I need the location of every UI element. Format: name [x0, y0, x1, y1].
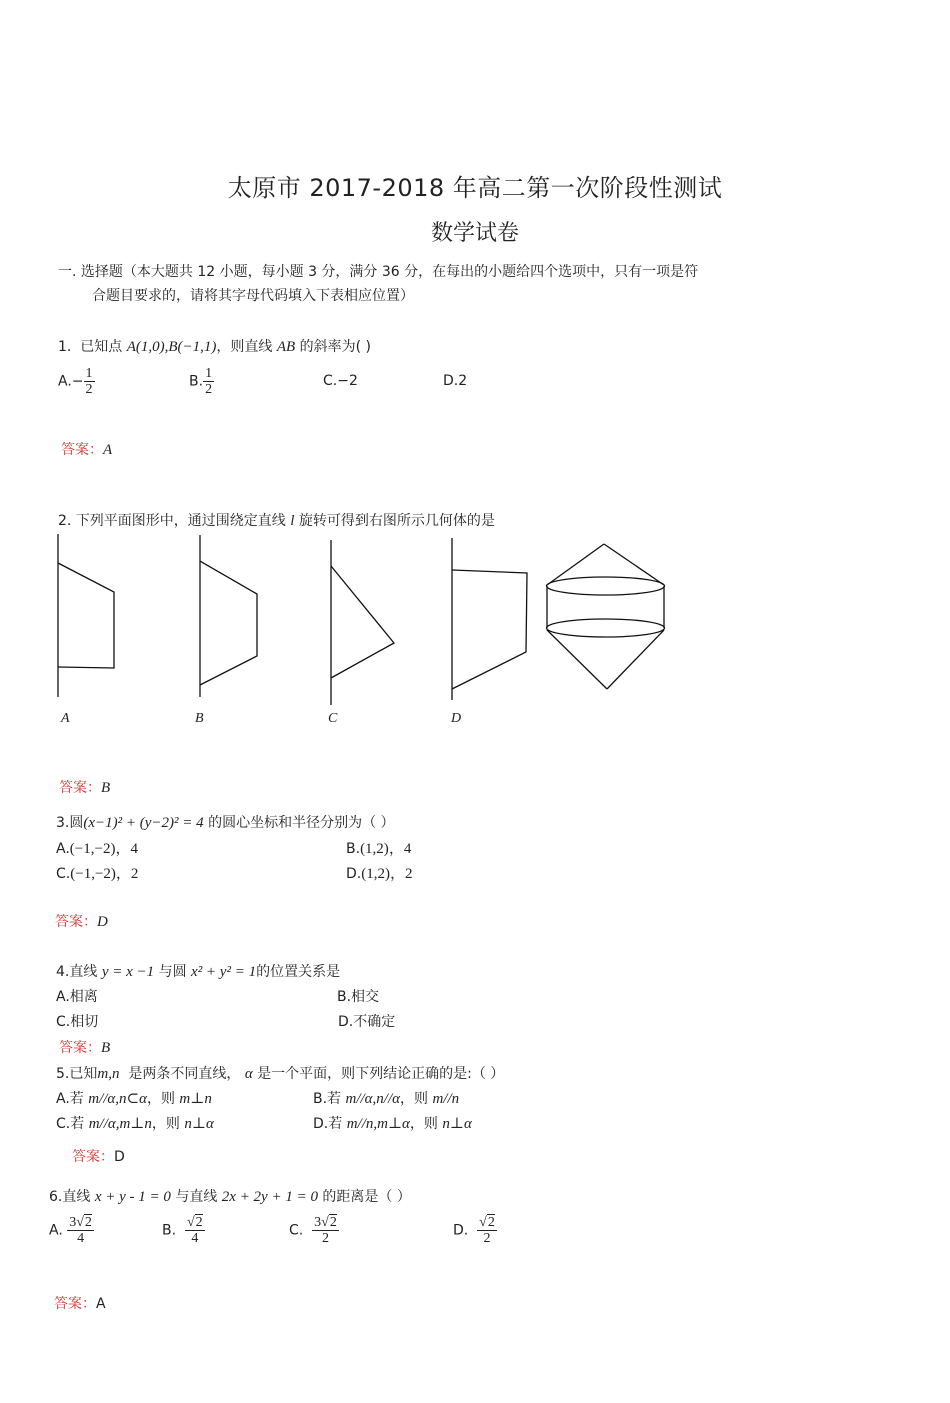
q3-option-d: D.(1,2)，2	[346, 866, 413, 882]
q5-answer: 答案：D	[72, 1149, 125, 1165]
q1-answer: 答案：A	[61, 442, 113, 458]
q1-option-c: C.−2	[323, 373, 358, 389]
q6-option-c: C. $\frac{3√2}{2}$	[289, 1215, 337, 1246]
q3-option-c: C.(−1,−2)，2	[56, 866, 139, 882]
q6-answer: 答案：A	[54, 1296, 106, 1312]
figure-b-label: B	[195, 711, 204, 726]
q1-option-a: A.− $\frac{1}{2}$	[58, 366, 93, 397]
q2-answer: 答案：B	[59, 780, 111, 796]
figure-c-label: C	[328, 711, 338, 726]
q1-option-b: B. $\frac{1}{2}$	[189, 366, 213, 397]
q6-option-d: D. $\frac{√2}{2}$	[453, 1215, 495, 1246]
q5-option-c: C.若 m//α,m⊥n，则 n⊥α	[56, 1116, 214, 1132]
q4-option-b: B.相交	[337, 989, 380, 1005]
q4-option-d: D.不确定	[338, 1014, 396, 1030]
q3-option-a: A.(−1,−2)，4	[56, 841, 138, 857]
figure-d-label: D	[451, 711, 462, 726]
q3-option-b: B.(1,2)，4	[346, 841, 412, 857]
question-4: 4.直线 y = x −1 与圆 x² + y² = 1的位置关系是	[56, 964, 341, 980]
question-6: 6.直线 x + y - 1 = 0 与直线 2x + 2y + 1 = 0 的距离是（ ）	[49, 1189, 411, 1205]
section-heading: 一. 选择题（本大题共 12 小题，每小题 3 分，满分 36 分，在每出的小题给四个选项中，只有一项是符	[58, 264, 699, 280]
question-1: 1. 已知点 A(1,0),B(−1,1)，则直线 AB 的斜率为( )	[58, 339, 372, 355]
page-subtitle: 数学试卷	[430, 221, 519, 246]
q4-option-c: C.相切	[56, 1014, 99, 1030]
q4-answer: 答案：B	[59, 1040, 111, 1056]
page-title: 太原市 2017-2018 年高二第一次阶段性测试	[227, 174, 723, 202]
q3-answer: 答案：D	[55, 914, 108, 930]
q4-option-a: A.相离	[56, 989, 98, 1005]
q1-option-d: D.2	[443, 373, 468, 389]
q6-option-a: A. $\frac{3√2}{4}$	[49, 1215, 92, 1246]
question-3: 3.圆(x−1)² + (y−2)² = 4 的圆心坐标和半径分别为（ ）	[56, 815, 395, 831]
question-2: 2. 下列平面图形中，通过围绕定直线 l 旋转可得到右图所示几何体的是	[58, 513, 495, 529]
question-5: 5.已知m,n 是两条不同直线， α 是一个平面，则下列结论正确的是:（ ）	[56, 1066, 505, 1082]
section-heading-cont: 合题目要求的，请将其字母代码填入下表相应位置）	[92, 288, 414, 304]
figure-d-shape	[452, 570, 527, 689]
q6-option-b: B. $\frac{√2}{4}$	[162, 1215, 203, 1246]
q5-option-d: D.若 m//n,m⊥α，则 n⊥α	[313, 1116, 472, 1132]
figure-a-label: A	[61, 711, 70, 726]
figure-b-shape	[200, 561, 257, 685]
q5-option-a: A.若 m//α,n⊂α，则 m⊥n	[56, 1091, 212, 1107]
figure-c-shape	[331, 566, 394, 678]
solid-figure	[547, 544, 665, 689]
q5-option-b: B.若 m//α,n//α，则 m//n	[313, 1091, 460, 1107]
figure-a-shape	[58, 563, 114, 668]
